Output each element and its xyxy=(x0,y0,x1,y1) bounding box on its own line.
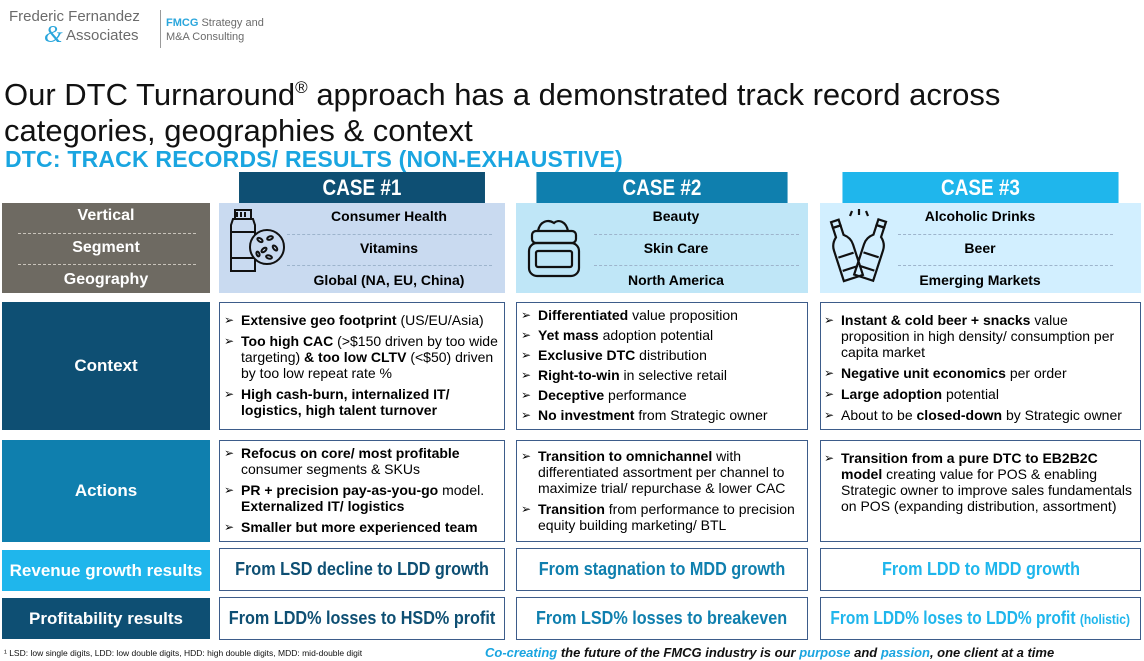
action-bullet: ➢ PR + precision pay-as-you-go model. Externalized IT/ logistics xyxy=(224,482,500,514)
context-bullet: ➢ Negative unit economics per order xyxy=(824,365,1138,381)
case-1-profile xyxy=(219,203,505,293)
logo-separator xyxy=(160,10,161,48)
case-1-profit-result: From LDD% losses to HSD% profit xyxy=(219,597,505,640)
case-2-profit-result: From LSD% losses to breakeven xyxy=(516,597,808,640)
case-3-context xyxy=(820,302,1141,430)
case-1-segment: Vitamins xyxy=(359,240,419,256)
case-2-profile xyxy=(516,203,808,293)
logo-name-line2: Associates xyxy=(66,27,139,44)
logo-tagline-1: FMCG Strategy and xyxy=(166,17,264,29)
context-bullet: ➢ About to be closed-down by Strategic owner xyxy=(824,407,1138,423)
context-bullet: ➢ Deceptive performance xyxy=(521,387,803,403)
context-bullet: ➢ Yet mass adoption potential xyxy=(521,327,803,343)
case-1-revenue-result: From LSD decline to LDD growth xyxy=(219,548,505,591)
case-2-actions xyxy=(516,440,808,542)
profile-divider xyxy=(287,234,492,235)
case-2-revenue-result: From stagnation to MDD growth xyxy=(516,548,808,591)
logo-name-line1: Frederic Fernandez xyxy=(9,8,140,25)
profile-divider xyxy=(287,265,492,266)
case-3-profit-result: From LDD% loses to LDD% profit (holistic) xyxy=(820,597,1141,640)
context-bullet: ➢ Exclusive DTC distribution xyxy=(521,347,803,363)
case-2-segment: Skin Care xyxy=(643,240,709,256)
case-3-segment: Beer xyxy=(964,240,996,256)
action-bullet: ➢ Transition from performance to precision equity building marketing/ BTL xyxy=(521,501,803,533)
context-bullet: ➢ Extensive geo footprint (US/EU/Asia) xyxy=(224,312,500,328)
action-bullet: ➢ Transition to omnichannel with differentiated assortment per channel to maximize trial/ repurchase & lower CAC xyxy=(521,448,803,496)
context-bullet: ➢ No investment from Strategic owner xyxy=(521,407,803,423)
segment-label: Segment xyxy=(72,239,140,256)
case-3-actions xyxy=(820,440,1141,542)
action-bullet: ➢ Transition from a pure DTC to EB2B2C model creating value for POS & enabling Strategic owner to improve sales fundamentals on POS (expanding distribution, assortment) xyxy=(824,450,1136,514)
profile-divider xyxy=(898,265,1113,266)
logo-tagline-2: M&A Consulting xyxy=(166,31,245,43)
context-bullet: ➢ Right-to-win in selective retail xyxy=(521,367,803,383)
profile-divider xyxy=(594,234,799,235)
label-divider xyxy=(18,233,196,234)
tagline: Co-creating the future of the FMCG industry is our purpose and passion, one client at a time xyxy=(485,645,1055,660)
context-bullet: ➢ High cash-burn, internalized IT/ logistics, high talent turnover xyxy=(224,386,500,418)
cream-jar-icon xyxy=(524,215,584,279)
case-2-geography: North America xyxy=(628,272,724,288)
footnote: ¹ LSD: low single digits, LDD: low double digits, HDD: high double digits, MDD: mid-double digit xyxy=(4,648,363,658)
action-bullet: ➢ Smaller but more experienced team xyxy=(224,519,500,535)
case-1-header: CASE #1 xyxy=(239,172,485,203)
case-3-profile xyxy=(820,203,1141,293)
context-bullet: ➢ Too high CAC (>$150 driven by too wide targeting) & too low CLTV (<$50) driven by too low repeat rate % xyxy=(224,333,500,381)
case-1-vertical: Consumer Health xyxy=(331,208,447,224)
case-3-geography: Emerging Markets xyxy=(919,272,1041,288)
case-2-vertical: Beauty xyxy=(652,208,700,224)
geography-label: Geography xyxy=(63,271,149,288)
context-label: Context xyxy=(2,302,210,430)
profile-divider xyxy=(594,265,799,266)
revenue-growth-label: Revenue growth results xyxy=(2,550,210,591)
case-1-geography: Global (NA, EU, China) xyxy=(313,272,465,288)
page-subtitle: DTC: TRACK RECORDS/ RESULTS (NON-EXHAUSTIVE) xyxy=(5,146,623,172)
case-1-actions xyxy=(219,440,505,542)
label-divider xyxy=(18,264,196,265)
context-bullet: ➢ Large adoption potential xyxy=(824,386,1138,402)
case-1-context xyxy=(219,302,505,430)
profitability-label: Profitability results xyxy=(2,598,210,639)
case-3-revenue-result: From LDD to MDD growth xyxy=(820,548,1141,591)
profile-divider xyxy=(898,234,1113,235)
context-bullet: ➢ Instant & cold beer + snacks value proposition in high density/ consumption per capita market xyxy=(824,312,1138,360)
case-3-header: CASE #3 xyxy=(842,172,1118,203)
beer-bottles-icon xyxy=(828,207,890,285)
vertical-label: Vertical xyxy=(77,207,135,224)
action-bullet: ➢ Refocus on core/ most profitable consumer segments & SKUs xyxy=(224,445,500,477)
case-2-header: CASE #2 xyxy=(536,172,787,203)
case-3-vertical: Alcoholic Drinks xyxy=(924,208,1036,224)
case-2-context xyxy=(516,302,808,430)
page-title: Our DTC Turnaround® approach has a demonstrated track record across categories, geographies & context xyxy=(4,77,1001,148)
actions-label: Actions xyxy=(2,440,210,542)
logo-ampersand: & xyxy=(44,22,63,48)
context-bullet: ➢ Differentiated value proposition xyxy=(521,307,803,323)
